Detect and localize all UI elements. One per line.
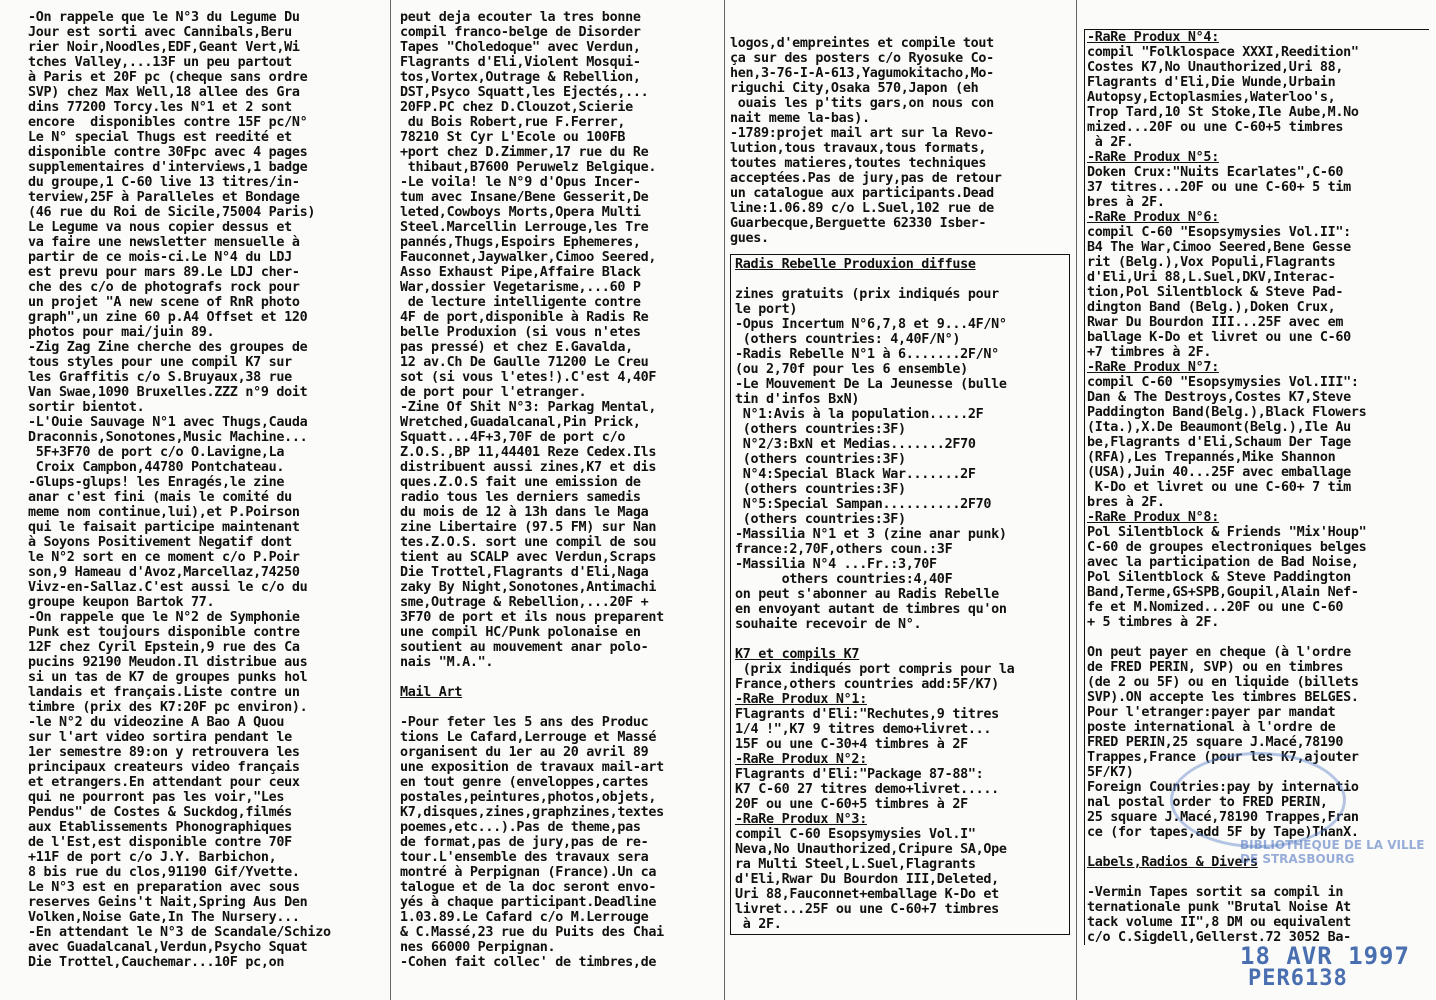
text-line: Pour l'etranger:payer par mandat [1087,705,1336,720]
text-line: N°5:Special Sampan..........2F70 [735,497,992,512]
library-stamp-text: BIBLIOTHEQUE DE LA VILLE DE STRASBOURG [1240,838,1425,866]
text-line: -Pour feter les 5 ans des Produc [400,715,649,730]
text-line: acceptées.Pas de jury,pas de retour [730,171,1002,186]
text-line: tes.Z.O.S. sort une compil de sou [400,535,657,550]
text-line: Trappes,France (pour les K7,ajouter [1087,750,1359,765]
text-line: 1.03.89.Le Cafard c/o M.Lerrouge [400,910,649,925]
text-line: Guarbecque,Berguette 62330 Isber- [730,216,987,231]
text-line: -Zine Of Shit N°3: Parkag Mental, [400,400,657,415]
text-line: avec la participation de Bad Noise, [1087,555,1359,570]
text-line: +port chez D.Zimmer,17 rue du Re [400,145,649,160]
text-line: (ou 2,70f pour les 6 ensemble) [735,362,968,377]
text-line: -RaRe Produx N°1: [735,692,867,707]
text-line: rit (Belg.),Vox Populi,Flagrants [1087,255,1336,270]
text-line: DST,Psyco Squatt,les Ejectés,... [400,85,649,100]
text-line: Volken,Noise Gate,In The Nursery... [28,910,300,925]
text-line: graph",un zine 60 p.A4 Offset et 120 [28,310,308,325]
text-line: ques.Z.O.S fait une emission de [400,475,641,490]
text-line: Flagrants d'Eli:"Package 87-88": [735,767,984,782]
text-line: un projet "A new scene of RnR photo [28,295,300,310]
text-line: poste international à l'ordre de [1087,720,1336,735]
text-line: les Graffitis c/o S.Bruyaux,38 rue [28,370,292,385]
text-line: pucins 92190 Meudon.Il distribue aus [28,655,308,670]
text-line: -Radis Rebelle N°1 à 6.......2F/N° [735,347,999,362]
text-line: lution,tous travaux,tous formats, [730,141,987,156]
text-line: Wretched,Guadalcanal,Pin Prick, [400,415,641,430]
text-line: disponible contre 30Fpc avec 4 pages [28,145,308,160]
text-line: distribuent aussi zines,K7 et dis [400,460,657,475]
text-line: Vivz-en-Sallaz.C'est aussi le c/o du [28,580,308,595]
text-line: 20F ou une C-60+5 timbres à 2F [735,797,968,812]
text-line [1087,630,1429,645]
text-line: + 5 timbres à 2F. [1087,615,1219,630]
text-line: pas pressé) et chez E.Gavalda, [400,340,633,355]
text-line: à 2F. [735,917,782,932]
text-line: nait meme la-bas). [730,111,870,126]
column-2 [400,10,720,970]
text-line: compil "Folklospace XXXI,Reedition" [1087,45,1359,60]
text-line: france:2,70F,others coun.:3F [735,542,953,557]
text-line: -RaRe Produx N°3: [735,812,867,827]
text-line: si un tas de K7 de groupes punks hol [28,670,308,685]
text-line: en tout genre (enveloppes,cartes [400,775,649,790]
text-line: le N°2 sort en ce moment c/o P.Poir [28,550,300,565]
text-line: Die Trottel,Cauchemar...10F pc,on [28,955,285,970]
text-line: avec Guadalcanal,Verdun,Psycho Squat [28,940,308,955]
text-line: 4F de port,disponible à Radis Re [400,310,649,325]
text-line: nal postal order to FRED PERIN, [1087,795,1328,810]
text-line: N°4:Special Black War.......2F [735,467,976,482]
text-line: zaky By Night,Sonotones,Antimachi [400,580,657,595]
text-line: hen,3-76-I-A-613,Yagumokitacho,Mo- [730,66,994,81]
text-line: tches Valley,...13F un peu partout [28,55,292,70]
text-line: -Zig Zag Zine cherche des groupes de [28,340,308,355]
text-line: poemes,etc...).Pas de theme,pas [400,820,641,835]
text-line: Neva,No Unauthorized,Cripure SA,Ope [735,842,1007,857]
text-line: thibaut,B7600 Peruwelz Belgique. [400,160,657,175]
text-line: tour.L'ensemble des travaux sera [400,850,649,865]
text-line: d'Eli,Rwar Du Bourdon III,Deleted, [735,872,999,887]
text-line: 37 titres...20F ou une C-60+ 5 tim [1087,180,1351,195]
text-line: SVP).ON accepte les timbres BELGES. [1087,690,1359,705]
text-line: (46 rue du Roi de Sicile,75004 Paris) [28,205,316,220]
text-line: che des c/o de photografs rock pour [28,280,300,295]
text-line: & C.Massé,23 rue du Puits des Chai [400,925,664,940]
column-divider [724,0,725,1000]
text-line: -RaRe Produx N°7: [1087,360,1219,375]
text-line: principaux createurs video français [28,760,300,775]
text-line: de l'Est,est disponible contre 70F [28,835,292,850]
text-line: sme,Outrage & Rebellion,...20F + [400,595,649,610]
text-line: nais "M.A.". [400,655,494,670]
text-line: -Massilia N°1 et 3 (zine anar punk) [735,527,1007,542]
text-line: encore disponibles contre 15F pc/N° [28,115,308,130]
text-line: de port pour l'etranger. [400,385,587,400]
text-line: (RFA),Les Trepannés,Mike Shannon [1087,450,1336,465]
text-line: une compil HC/Punk polonaise en [400,625,641,640]
text-line: gues. [730,231,769,246]
text-line: Tapes "Choledoque" avec Verdun, [400,40,641,55]
text-line: -1789:projet mail art sur la Revo- [730,126,994,141]
text-line: -RaRe Produx N°5: [1087,150,1219,165]
text-line: terview,25F à Paralleles et Bondage [28,190,300,205]
text-line: ouais les p'tits gars,on nous con [730,96,994,111]
text-line: Trop Tard,10 St Stoke,Ile Aube,M.No [1087,105,1359,120]
text-line: c/o C.Sigdell,Gellerst.72 3052 Ba- [1087,930,1351,945]
text-line: Foreign Countries:pay by internatio [1087,780,1359,795]
text-line: -Cohen fait collec' de timbres,de [400,955,657,970]
text-line: -On rappele que le N°3 du Legume Du [28,10,300,25]
text-line: Asso Exhaust Pipe,Affaire Black [400,265,641,280]
text-line: Die Trottel,Flagrants d'Eli,Naga [400,565,649,580]
text-line: ça sur des posters c/o Ryosuke Co- [730,51,994,66]
text-line: -RaRe Produx N°8: [1087,510,1219,525]
text-line: (others countries:3F) [735,512,906,527]
text-line: livret...25F ou une C-60+7 timbres [735,902,999,917]
text-line: -RaRe Produx N°4: [1087,30,1219,45]
text-line: tos,Vortex,Outrage & Rebellion, [400,70,641,85]
text-line: en envoyant autant de timbres qu'on [735,602,1007,617]
text-line: ra Multi Steel,L.Suel,Flagrants [735,857,976,872]
text-line: France,others countries add:5F/K7) [735,677,999,692]
text-line: Punk est toujours disponible contre [28,625,300,640]
text-line: 12 av.Ch De Gaulle 71200 Le Creu [400,355,649,370]
text-line: qui le faisait participe maintenant [28,520,300,535]
text-line: fe et M.Nomized...20F ou une C-60 [1087,600,1344,615]
text-line: (others countries: 4,40F/N°) [735,332,961,347]
text-line: souhaite recevoir de N°. [735,617,922,632]
text-line: N°2/3:BxN et Medias.......2F70 [735,437,976,452]
text-line: sur l'art video sortira pendant le [28,730,292,745]
text-line: +11F de port c/o J.Y. Barbichon, [28,850,277,865]
text-line: K7,disques,zines,graphzines,textes [400,805,664,820]
text-line: 15F ou une C-30+4 timbres à 2F [735,737,968,752]
text-line: Costes K7,No Unauthorized,Uri 88, [1087,60,1344,75]
text-line: Pol Silentblock & Friends "Mix'Houp" [1087,525,1367,540]
text-line: -Glups-glups! les Enragés,le zine [28,475,285,490]
text-line: belle Produxion (si vous n'etes [400,325,641,340]
text-line: -Le voila! le N°9 d'Opus Incer- [400,175,641,190]
text-line: anar c'est fini (mais le comité du [28,490,292,505]
text-line: du mois de 12 à 13h dans le Maga [400,505,649,520]
text-line: dins 77200 Torcy.les N°1 et 2 sont [28,100,292,115]
text-line: tin d'infos BxN) [735,392,860,407]
column-divider [390,0,391,1000]
text-line: others countries:4,40F [735,572,953,587]
text-line: -Vermin Tapes sortit sa compil in [1087,885,1344,900]
text-line: tous styles pour une compil K7 sur [28,355,292,370]
text-line: Uri 88,Fauconnet+emballage K-Do et [735,887,999,902]
text-line: B4 The War,Cimoo Seered,Bene Gesse [1087,240,1351,255]
text-line: compil franco-belge de Disorder [400,25,641,40]
text-line [735,632,1069,647]
text-line: 20FP.PC chez D.Clouzot,Scierie [400,100,633,115]
text-line: line:1.06.89 c/o L.Suel,102 rue de [730,201,994,216]
text-line: reserves Geins't Nait,Spring Aus Den [28,895,308,910]
text-line: Le N°3 est en preparation avec sous [28,880,300,895]
text-line: pannés,Thugs,Espoirs Ephemeres, [400,235,641,250]
text-line: photos pour mai/juin 89. [28,325,215,340]
text-line: 5F/K7) [1087,765,1134,780]
text-line: (USA),Juin 40...25F avec emballage [1087,465,1351,480]
text-line: War,dossier Vegetarisme,...60 P [400,280,641,295]
text-line: Flagrants d'Eli,Violent Mosqui- [400,55,641,70]
text-line: du groupe,1 C-60 live 13 titres/in- [28,175,300,190]
text-line: Flagrants d'Eli:"Rechutes,9 titres [735,707,999,722]
text-line: -RaRe Produx N°6: [1087,210,1219,225]
text-line: nes 66000 Perpignan. [400,940,556,955]
text-line: 8 bis rue du clos,91190 Gif/Yvette. [28,865,300,880]
text-line: peut deja ecouter la tres bonne [400,10,641,25]
text-line: de FRED PERIN, SVP) ou en timbres [1087,660,1344,675]
text-line: rier Noir,Noodles,EDF,Geant Vert,Wi [28,40,300,55]
text-line: supplementaires d'interviews,1 badge [28,160,308,175]
text-line: à Soyons Positivement Negatif dont [28,535,292,550]
text-line: un catalogue aux participants.Dead [730,186,994,201]
text-line: (others countries:3F) [735,482,906,497]
text-line: SVP) chez Max Well,18 allee des Gra [28,85,300,100]
text-line: timbre (prix des K7:20F pc environ). [28,700,308,715]
text-line: FRED PERIN,25 square J.Macé,78190 [1087,735,1344,750]
text-line: C-60 de groupes electroniques belges [1087,540,1367,555]
column-divider [1076,0,1077,1000]
text-line: sortir bientot. [28,400,145,415]
reference-stamp: PER6138 [1248,966,1348,991]
text-line [735,272,1069,287]
text-line: -RaRe Produx N°2: [735,752,867,767]
text-line: radio tous les derniers samedis [400,490,641,505]
text-line: Z.O.S.,BP 11,44401 Reze Cedex.Ils [400,445,657,460]
library-stamp [1170,752,1346,848]
text-line: tions Le Cafard,Lerrouge et Massé [400,730,657,745]
text-line: Van Swae,1090 Bruxelles.ZZZ n°9 doit [28,385,308,400]
text-line: bres à 2F. [1087,195,1165,210]
text-line: -Opus Incertum N°6,7,8 et 9...4F/N° [735,317,1007,332]
text-line: à 2F. [1087,135,1134,150]
text-line: dington Band (Belg.),Doken Crux, [1087,300,1336,315]
text-line: qui ne pourront pas les voir,"Les [28,790,285,805]
text-line: Jour est sorti avec Cannibals,Beru [28,25,292,40]
text-line: yés à chaque participant.Deadline [400,895,657,910]
text-line: 5F+3F70 de port c/o O.Lavigne,La [28,445,285,460]
text-line: mized...20F ou une C-60+5 timbres [1087,120,1344,135]
text-line: compil C-60 "Esopsymysies Vol.III": [1087,375,1359,390]
text-line: Le N° special Thugs est reedité et [28,130,292,145]
text-line: Rwar Du Bourdon III...25F avec em [1087,315,1344,330]
text-line: tack volume II",8 DM ou equivalent [1087,915,1351,930]
text-line: -Le Mouvement De La Jeunesse (bulle [735,377,1007,392]
date-stamp: 18 AVR 1997 [1240,942,1410,970]
text-line: et etrangers.En attendant pour ceux [28,775,300,790]
text-line: ballage K-Do et livret ou une C-60 [1087,330,1351,345]
text-line: partir de ce mois-ci.Le N°4 du LDJ [28,250,292,265]
text-line: postales,peintures,photos,objets, [400,790,657,805]
text-line: compil C-60 Esopsymysies Vol.I" [735,827,976,842]
text-line: une exposition de travaux mail-art [400,760,664,775]
text-line: est prevu pour mars 89.Le LDJ cher- [28,265,300,280]
text-line: riguchi City,Osaka 570,Japon (eh [730,81,979,96]
text-line: (others countries:3F) [735,422,906,437]
text-line: Paddington Band(Belg.),Black Flowers [1087,405,1367,420]
text-line: 1/4 !",K7 9 titres demo+livret... [735,722,992,737]
text-line: de lecture intelligente contre [400,295,641,310]
text-line: K7 C-60 27 titres demo+livret..... [735,782,999,797]
text-line: K-Do et livret ou une C-60+ 7 tim [1087,480,1351,495]
text-line: tient au SCALP avec Verdun,Scraps [400,550,657,565]
section-heading: K7 et compils K7 [735,647,860,662]
section-heading: Mail Art [400,685,463,700]
text-line: meme nom continue,lui),et P.Poirson [28,505,300,520]
column-1 [28,10,380,970]
text-line: landais et français.Liste contre un [28,685,300,700]
text-line: tum avec Insane/Bene Gesserit,De [400,190,649,205]
text-line: Steel.Marcellin Lerrouge,les Tre [400,220,649,235]
text-line: Dan & The Destroys,Costes K7,Steve [1087,390,1351,405]
text-line: soutient au mouvement anar polo- [400,640,649,655]
text-line [400,670,720,685]
text-line: Le Legume va nous copier dessus et [28,220,292,235]
text-line: d'Eli,Uri 88,L.Suel,DKV,Interac- [1087,270,1336,285]
text-line: 1er semestre 89:on y retrouvera les [28,745,300,760]
text-line: ce (for tapes,add 5F by Tape)ThanX. [1087,825,1359,840]
text-line: à Paris et 20F pc (cheque sans ordre [28,70,308,85]
text-line: Autopsy,Ectoplasmies,Waterloo's, [1087,90,1336,105]
text-line: on peut s'abonner au Radis Rebelle [735,587,999,602]
text-line: 25 square J.Macé,78190 Trappes,Fran [1087,810,1359,825]
text-line: Band,Terme,GS+SPB,Goupil,Alain Nef- [1087,585,1359,600]
text-line: Pol Silentblock & Steve Paddington [1087,570,1351,585]
text-line: -le N°2 du videozine A Bao A Quou [28,715,285,730]
text-line: Draconnis,Sonotones,Music Machine... [28,430,308,445]
text-line: (prix indiqués port compris pour la [735,662,1015,677]
text-line: compil C-60 "Esopsymysies Vol.II": [1087,225,1351,240]
text-line: aux Etablissements Phonographiques [28,820,292,835]
text-line: (others countries:3F) [735,452,906,467]
text-line: bres à 2F. [1087,495,1165,510]
text-line: +7 timbres à 2F. [1087,345,1212,360]
text-line: groupe keupon Bartok 77. [28,595,215,610]
text-line: 78210 St Cyr L'Ecole ou 100FB [400,130,626,145]
text-line: du Bois Robert,rue F.Ferrer, [400,115,626,130]
text-line: zine Libertaire (97.5 FM) sur Nan [400,520,657,535]
mail-art-continued [730,36,1070,246]
text-line: 3F70 de port et ils nous preparent [400,610,664,625]
text-line: (de 2 ou 5F) ou en liquide (billets [1087,675,1359,690]
text-line: tion,Pol Silentblock & Steve Pad- [1087,285,1344,300]
text-line: zines gratuits (prix indiqués pour [735,287,999,302]
text-line: organisent du 1er au 20 avril 89 [400,745,649,760]
section-heading: Labels,Radios & Divers [1087,855,1258,870]
text-line: talogue et de la doc seront envo- [400,880,657,895]
column-3 [730,36,1070,935]
text-line: Squatt...4F+3,70F de port c/o [400,430,626,445]
text-line: Pendus" de Costes & Suckdog,filmés [28,805,292,820]
text-line: -Massilia N°4 ...Fr.:3,70F [735,557,937,572]
text-line: N°1:Avis à la population.....2F [735,407,984,422]
text-line: ternationale punk "Brutal Noise At [1087,900,1351,915]
text-line: be,Flagrants d'Eli,Schaum Der Tage [1087,435,1351,450]
distribution-box [730,254,1070,935]
text-line: Fauconnet,Jaywalker,Cimoo Seered, [400,250,657,265]
text-line: -On rappele que le N°2 de Symphonie [28,610,300,625]
text-line: 12F chez Cyril Epstein,9 rue des Ca [28,640,300,655]
text-line: -En attendant le N°3 de Scandale/Schizo [28,925,331,940]
text-line [1087,870,1429,885]
text-line: Doken Crux:"Nuits Ecarlates",C-60 [1087,165,1344,180]
text-line: montré à Perpignan (France).Un ca [400,865,657,880]
text-line: -L'Ouie Sauvage N°1 avec Thugs,Cauda [28,415,308,430]
text-line: leted,Cowboys Morts,Opera Multi [400,205,641,220]
text-line: Croix Campbon,44780 Pontchateau. [28,460,285,475]
text-line: de format,pas de jury,pas de re- [400,835,649,850]
text-line: va faire une newsletter mensuelle à [28,235,300,250]
section-heading: Radis Rebelle Produxion diffuse [735,257,976,272]
text-line: logos,d'empreintes et compile tout [730,36,994,51]
text-line: On peut payer en cheque (à l'ordre [1087,645,1351,660]
text-line: toutes matieres,toutes techniques [730,156,987,171]
text-line: son,9 Hameau d'Avoz,Marcellaz,74250 [28,565,300,580]
text-line: le port) [735,302,798,317]
text-line: sot (si vous l'etes!).C'est 4,40F [400,370,657,385]
text-line: Flagrants d'Eli,Die Wunde,Urbain [1087,75,1336,90]
text-line: (Ita.),X.De Beaumont(Belg.),Ile Au [1087,420,1351,435]
text-line [400,700,720,715]
